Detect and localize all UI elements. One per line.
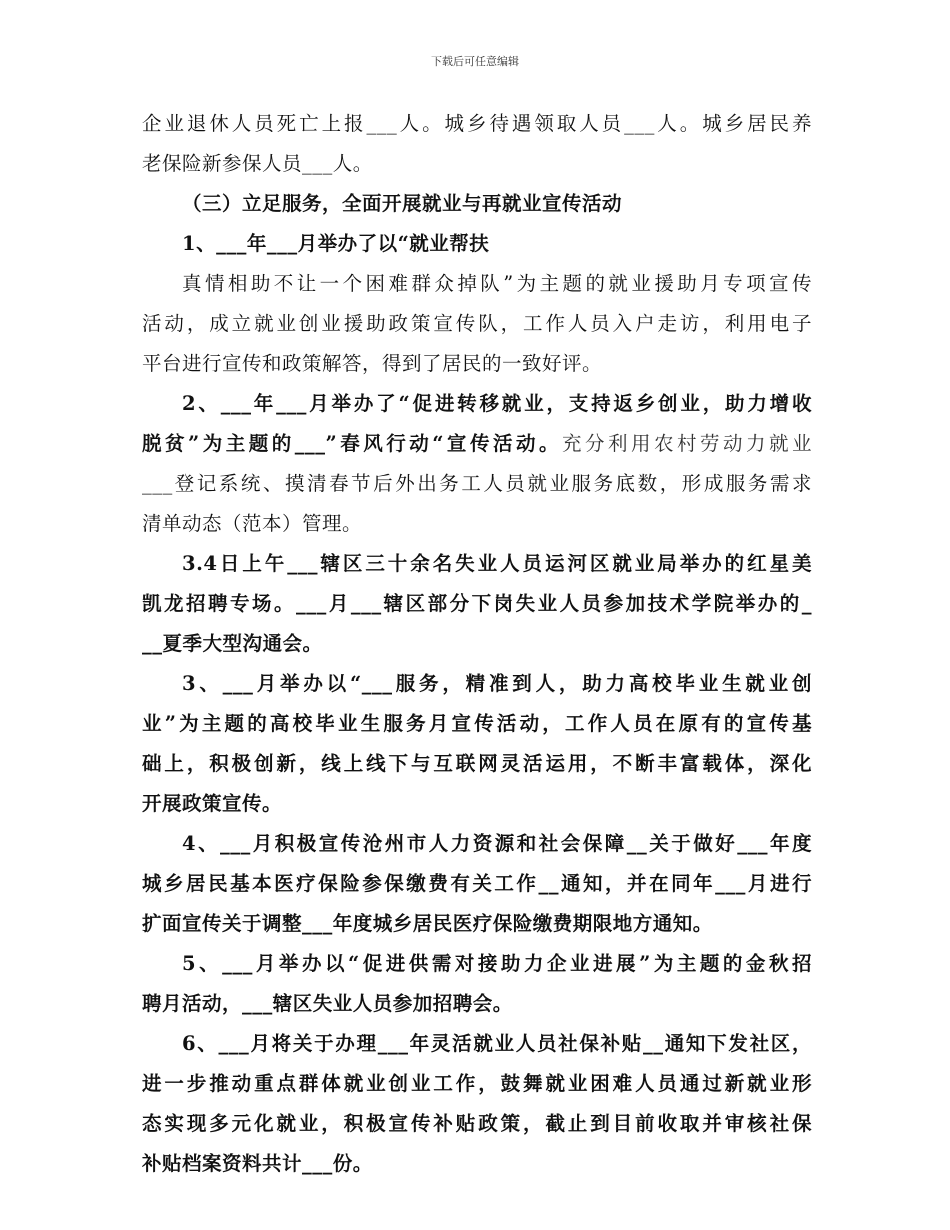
line-text: 5、___月举办以“促进供需对接助力企业进展”为主题的金秋招 <box>182 952 812 975</box>
text-line <box>142 304 812 344</box>
paragraph <box>142 224 812 264</box>
text-line <box>142 584 812 624</box>
line-text: 态实现多元化就业，积极宣传补贴政策，截止到目前收取并审核社保 <box>142 1112 812 1135</box>
text-line <box>142 344 812 384</box>
text-line <box>142 624 812 664</box>
text-line <box>142 1024 812 1064</box>
page-header: 下载后可任意编辑 <box>431 55 519 68</box>
line-text: （三）立足服务，全面开展就业与再就业宣传活动 <box>182 192 623 215</box>
text-line <box>142 1104 812 1144</box>
line-text: 扩面宣传关于调整___年度城乡居民医疗保险缴费期限地方通知。 <box>142 912 713 935</box>
text-line <box>142 704 812 744</box>
line-text: 进一步推动重点群体就业创业工作，鼓舞就业困难人员通过新就业形 <box>142 1072 812 1095</box>
text-line <box>142 504 812 544</box>
line-text: 老保险新参保人员___人。 <box>142 152 373 175</box>
line-text: 2、___年___月举办了“促进转移就业，支持返乡创业，助力增收 <box>182 392 812 415</box>
paragraph <box>142 184 812 224</box>
line-text: 企业退休人员死亡上报___人。城乡待遇领取人员___人。城乡居民养 <box>142 112 812 135</box>
paragraph <box>142 664 812 824</box>
line-text: __夏季大型沟通会。 <box>142 632 323 655</box>
line-text: 6、___月将关于办理___年灵活就业人员社保补贴__通知下发社区， <box>182 1032 812 1055</box>
line-text: 4、___月积极宣传沧州市人力资源和社会保障__关于做好___年度 <box>182 832 812 855</box>
text-line <box>142 824 812 864</box>
text-line <box>142 464 812 504</box>
line-text: 聘月活动，___辖区失业人员参加招聘会。 <box>142 992 513 1015</box>
text-line <box>142 144 812 184</box>
line-text: 平台进行宣传和政策解答，得到了居民的一致好评。 <box>142 352 603 375</box>
text-line <box>142 1144 812 1184</box>
text-line <box>142 184 812 224</box>
line-text: 业”为主题的高校毕业生服务月宣传活动，工作人员在原有的宣传基 <box>142 712 812 735</box>
paragraph <box>142 544 812 664</box>
text-line <box>142 784 812 824</box>
text-line <box>142 1064 812 1104</box>
line-text: 补贴档案资料共计___份。 <box>142 1152 373 1175</box>
text-line <box>142 864 812 904</box>
line-text-tail: 充分利用农村劳动力就业 <box>561 432 812 455</box>
line-text: 清单动态（范本）管理。 <box>142 512 363 535</box>
line-text: ___登记系统、摸清春节后外出务工人员就业服务底数，形成服务需求 <box>142 472 812 495</box>
text-line <box>142 544 812 584</box>
text-line <box>142 944 812 984</box>
line-text: 脱贫”为主题的___”春风行动“宣传活动。 <box>142 432 562 455</box>
text-line <box>142 984 812 1024</box>
text-line <box>142 904 812 944</box>
line-text: 活动，成立就业创业援助政策宣传队，工作人员入户走访，利用电子 <box>142 312 812 335</box>
text-line <box>142 744 812 784</box>
document-body <box>142 104 812 1184</box>
text-line <box>142 104 812 144</box>
paragraph <box>142 824 812 944</box>
text-line <box>142 384 812 424</box>
text-line <box>142 664 812 704</box>
line-text: 1、___年___月举办了以“就业帮扶 <box>182 232 490 255</box>
line-text: 城乡居民基本医疗保险参保缴费有关工作__通知，并在同年___月进行 <box>142 872 812 895</box>
line-text: 真情相助不让一个困难群众掉队”为主题的就业援助月专项宣传 <box>182 272 812 295</box>
line-text: 凯龙招聘专场。___月___辖区部分下岗失业人员参加技术学院举办的_ <box>142 592 812 615</box>
paragraph <box>142 944 812 1024</box>
paragraph <box>142 104 812 184</box>
text-line <box>142 424 812 464</box>
paragraph <box>142 264 812 384</box>
text-line <box>142 264 812 304</box>
text-line <box>142 224 812 264</box>
line-text: 3.4日上午___辖区三十余名失业人员运河区就业局举办的红星美 <box>182 552 812 575</box>
line-text: 3、___月举办以“___服务，精准到人，助力高校毕业生就业创 <box>182 672 812 695</box>
paragraph <box>142 1024 812 1184</box>
line-text: 开展政策宣传。 <box>142 792 283 815</box>
paragraph <box>142 384 812 544</box>
line-text: 础上，积极创新，线上线下与互联网灵活运用，不断丰富载体，深化 <box>142 752 812 775</box>
